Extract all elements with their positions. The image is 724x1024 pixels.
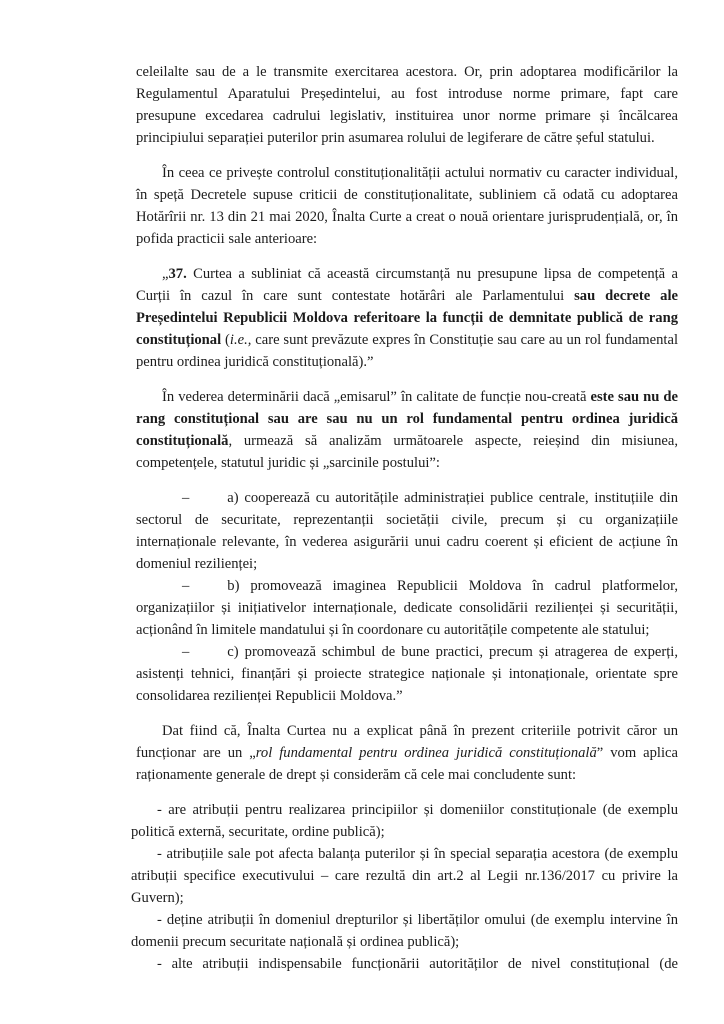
text-run: În vederea determinării dacă „emisarul” în calitate de funcție nou-creată <box>162 389 591 405</box>
list-item-c <box>136 641 678 707</box>
text-run: i.e., <box>229 332 252 348</box>
text-run: ( <box>221 332 230 348</box>
text-run: c) promovează schimbul de bune practici, precum și atragerea de experți, asistenți tehnici, finanțări și proiecte strategice naționale și intonaționale, orientate spre consolidarea rezilienței Republicii Moldova.” <box>136 644 678 704</box>
text-run: – <box>182 578 190 594</box>
text-run: ” vom aplica raționamente generale de drept și considerăm că cele mai concludente sunt: <box>136 745 678 783</box>
text-run: În ceea ce privește controlul constituționalității actului normativ cu caracter individual, în speță Decretele supuse criticii de constituționalitate, subliniem că odată cu adoptarea Hotărîrii nr. 13 din 21 mai 2020, Înalta Curte a creat o nouă orientare jurisprudențială, or, în pofida practicii sale anterioare: <box>136 165 678 247</box>
text-run: care sunt prevăzute expres în Constituție sau care au un rol fundamental pentru ordinea juridică constituțională).” <box>136 332 679 370</box>
text-run: - deține atribuții în domeniul drepturilor și libertăților omului (de exemplu intervine în domenii precum securitate națională și ordinea publică); <box>131 912 678 950</box>
text-run: Curtea a subliniat că această circumstanță nu presupune lipsa de competență a Curții în cazul în care sunt contestate hotărâri ale Parlamentului <box>136 266 678 304</box>
text-run: este sau nu de rang constituțional sau are sau nu un rol fundamental pentru ordinea juridică constituțională <box>136 389 679 449</box>
text-run: 37. <box>168 266 187 282</box>
paragraph-control-constitutionalitate <box>136 162 678 250</box>
text-run: Dat fiind că, Înalta Curtea nu a explicat până în prezent criteriile potrivit căror un funcționar are un „ <box>136 723 678 761</box>
text-run: - alte atribuții indispensabile funcționării autorităților de nivel constituțional (de <box>157 956 678 972</box>
paragraph-dat-fiind <box>136 720 678 786</box>
text-run: celeilalte sau de a le transmite exercitarea acestora. Or, prin adoptarea modificărilor la Regulamentul Aparatului Președintelui, au fost introduse norme primare, fapt care presupune excedarea cadrului legislativ, instituirea unor norme primare și încălcarea principiului separației puterilor prin asumarea rolului de legiferare de către șeful statului. <box>136 64 678 146</box>
quote-paragraph-37 <box>136 263 678 373</box>
text-run: b) promovează imaginea Republicii Moldova în cadrul platformelor, organizațiilor și inițiativelor internaționale, dedicate consolidării rezilienței și securității, acționând în limitele mandatului și în coordonare cu autoritățile competente ale statului; <box>136 578 678 638</box>
bullet-alte-atributii <box>131 953 678 975</box>
bullet-atributii-principii <box>131 799 678 843</box>
text-run: – <box>182 490 190 506</box>
text-run: a) cooperează cu autoritățile administrației publice centrale, instituțiile din sectorul de securitate, reprezentanții societății civile, precum și cu organizațiile internaționale relevante, în vederea asigurării unui cadru coerent și eficient de acțiune în domeniul rezilienței; <box>136 490 678 572</box>
paragraph-continuation <box>136 61 678 149</box>
bullet-drepturi-libertati <box>131 909 678 953</box>
text-run: rol fundamental pentru ordinea juridică constituțională <box>255 745 597 761</box>
text-run: , urmează să analizăm următoarele aspecte, reieșind din misiunea, competențele, statutul juridic și „sarcinile postului”: <box>136 433 678 471</box>
bullet-balanta-puterilor <box>131 843 678 909</box>
text-run: - atribuțiile sale pot afecta balanța puterilor și în special separația acestora (de exemplu atribuții specifice executivului – care rezultă din art.2 al Legii nr.136/2017 cu privire la Guvern); <box>131 846 678 906</box>
list-item-b <box>136 575 678 641</box>
text-run: - are atribuții pentru realizarea principiilor și domeniilor constituționale (de exemplu politică externă, securitate, ordine publică); <box>131 802 678 840</box>
document-body <box>131 61 679 975</box>
text-run: „ <box>162 266 169 282</box>
text-run: sau decrete ale Președintelui Republicii Moldova referitoare la funcții de demnitate publică de rang constituțional <box>136 288 678 348</box>
text-run: – <box>182 644 190 660</box>
list-item-a <box>136 487 678 575</box>
paragraph-determinare-emisar <box>136 386 678 474</box>
